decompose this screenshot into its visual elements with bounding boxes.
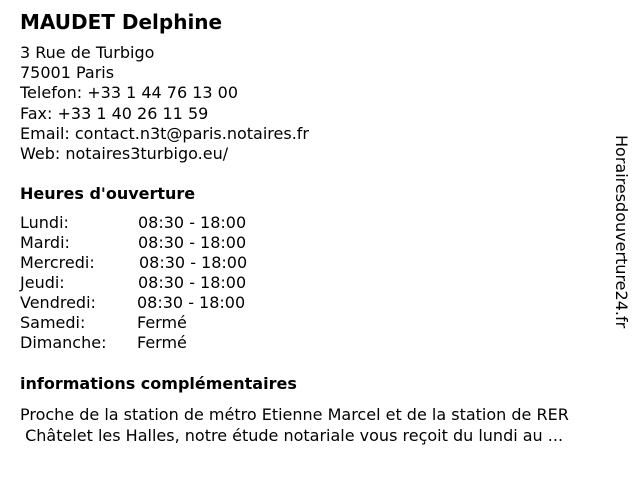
page-title: MAUDET Delphine [20, 10, 223, 34]
hours-value: 08:30 - 18:00 [138, 233, 247, 252]
day-label: Mercredi: [20, 253, 95, 272]
hours-value: 08:30 - 18:00 [138, 273, 247, 292]
phone-number: Telefon: +33 1 44 76 13 00 [20, 83, 239, 103]
hours-value: Fermé [137, 333, 187, 352]
info-line: Châtelet les Halles, notre étude notariale vous reçoit du lundi au ... [20, 426, 564, 445]
day-label: Dimanche: [20, 333, 107, 352]
hours-value: 08:30 - 18:00 [139, 253, 248, 272]
address-city: 75001 Paris [20, 63, 115, 83]
day-label: Jeudi: [20, 273, 65, 292]
info-line: Proche de la station de métro Etienne Marcel et de la station de RER [20, 405, 569, 424]
additional-info-text [20, 404, 620, 446]
hours-value: Fermé [137, 313, 187, 332]
opening-hours-heading: Heures d'ouverture [20, 184, 196, 203]
day-label: Mardi: [20, 233, 70, 252]
email-address: Email: contact.n3t@paris.notaires.fr [20, 123, 309, 143]
fax-number: Fax: +33 1 40 26 11 59 [20, 103, 209, 123]
site-watermark: Horairesdouverture24.fr [612, 135, 631, 329]
address-street: 3 Rue de Turbigo [20, 43, 155, 62]
day-label: Samedi: [20, 313, 86, 332]
contact-block [20, 43, 309, 164]
hours-value: 08:30 - 18:00 [138, 213, 247, 232]
additional-info-heading: informations complémentaires [20, 374, 297, 393]
day-label: Vendredi: [20, 293, 96, 312]
day-label: Lundi: [20, 213, 69, 232]
website-address: Web: notaires3turbigo.eu/ [20, 143, 229, 163]
hours-value: 08:30 - 18:00 [137, 293, 246, 312]
